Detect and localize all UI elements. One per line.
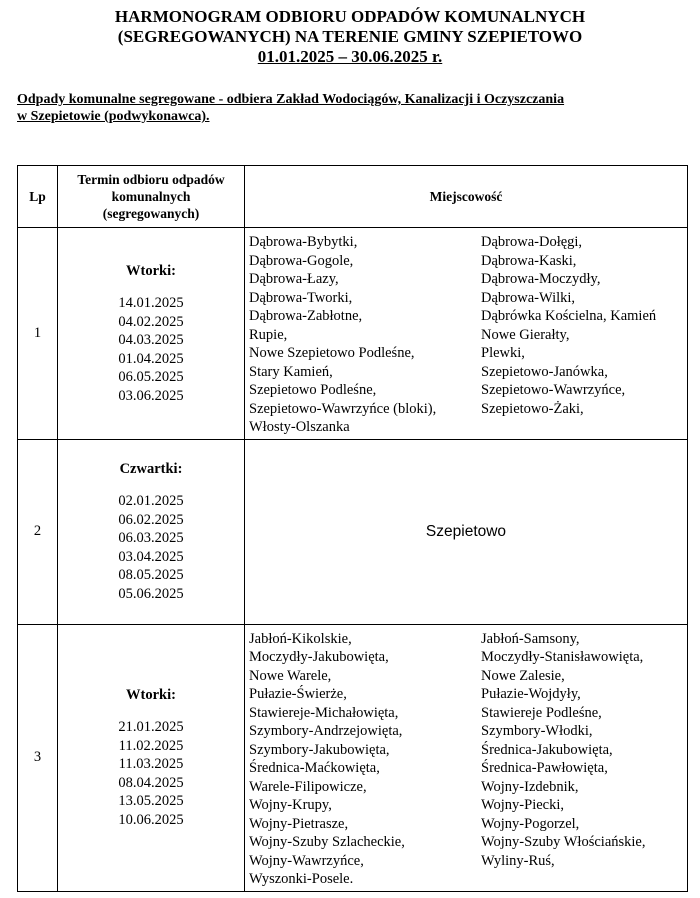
- pickup-dates-cell: [58, 439, 245, 624]
- header-term-line-3: (segregowanych): [102, 206, 200, 221]
- place-name: Dąbrowa-Wilki,: [481, 289, 576, 306]
- row-number: 1: [18, 228, 58, 440]
- place-name: Dąbrowa-Dołęgi,: [481, 234, 583, 250]
- subtitle-line-1: Odpady komunalne segregowane - odbiera Zakład Wodociągów, Kanalizacji i Oczyszczania: [17, 92, 565, 107]
- row-number: 3: [18, 624, 58, 891]
- place-name: Dąbrowa-Moczydły,: [481, 271, 601, 287]
- subtitle-line-2: w Szepietowie (podwykonawca).: [17, 109, 210, 124]
- place-name: Średnica-Pawłowięta,: [481, 760, 608, 776]
- place-name: Dąbrowa-Łazy,: [249, 271, 339, 287]
- pickup-date: 11.02.2025: [118, 737, 184, 754]
- place-name: Dąbrowa-Tworki,: [249, 289, 353, 306]
- place-name: Stawiereje Podleśne,: [481, 704, 602, 721]
- pickup-day: Wtorki:: [126, 686, 176, 703]
- table-row: [18, 439, 688, 624]
- place-name: Dąbrowa-Zabłotne,: [249, 308, 363, 324]
- pickup-date: 13.05.2025: [118, 793, 184, 810]
- pickup-date: 06.02.2025: [118, 511, 184, 528]
- pickup-date: 08.05.2025: [118, 567, 184, 584]
- place-name: Wyliny-Ruś,: [481, 852, 555, 869]
- pickup-date: 08.04.2025: [118, 774, 184, 791]
- header-term: [58, 166, 245, 228]
- place-name: Warele-Filipowicze,: [249, 778, 367, 795]
- place-name: Moczydły-Jakubowięta,: [249, 649, 389, 665]
- place-name: Nowe Zalesie,: [481, 667, 565, 684]
- place-name: Wojny-Piecki,: [481, 797, 564, 813]
- row-number: 2: [18, 439, 58, 624]
- table-row: [18, 228, 688, 440]
- place-name: Dąbrowa-Kaski,: [481, 252, 577, 269]
- header-term-line-1: Termin odbioru odpadów: [77, 172, 225, 187]
- place-name: Nowe Gierałty,: [481, 326, 570, 343]
- places-left-column: [249, 630, 481, 889]
- place-name: Szepietowo-Janówka,: [481, 363, 608, 380]
- place-name: Szepietowo-Żaki,: [481, 400, 584, 417]
- table-header-row: [18, 166, 688, 228]
- place-name: Dąbrowa-Gogole,: [249, 252, 354, 269]
- place-name: Stawiereje-Michałowięta,: [249, 704, 399, 721]
- pickup-day: Wtorki:: [126, 262, 176, 279]
- title-line-1: HARMONOGRAM ODBIORU ODPADÓW KOMUNALNYCH: [114, 7, 586, 26]
- place-name: Pułazie-Wojdyły,: [481, 686, 581, 702]
- document-title: [0, 7, 700, 67]
- place-name: Nowe Szepietowo Podleśne,: [249, 345, 415, 361]
- place-name: Jabłoń-Samsony,: [481, 630, 580, 647]
- places-cell: [245, 624, 688, 891]
- place-name: Średnica-Jakubowięta,: [481, 741, 613, 758]
- header-lp: Lp: [18, 166, 58, 228]
- place-single: Szepietowo: [245, 439, 688, 624]
- pickup-date: 05.06.2025: [118, 585, 184, 602]
- place-name: Wojny-Izdebnik,: [481, 778, 579, 795]
- pickup-date: 11.03.2025: [118, 756, 184, 773]
- pickup-date: 10.06.2025: [118, 811, 184, 828]
- header-term-line-2: komunalnych: [111, 189, 191, 204]
- place-name: Wojny-Krupy,: [249, 797, 332, 813]
- place-name: Szymbory-Andrzejowięta,: [249, 723, 403, 739]
- places-right-column: [481, 233, 686, 437]
- place-name: Wojny-Pogorzel,: [481, 815, 580, 832]
- place-name: Wojny-Szuby Szlacheckie,: [249, 834, 405, 850]
- place-name: Stary Kamień,: [249, 363, 333, 380]
- pickup-date: 14.01.2025: [118, 295, 184, 311]
- places-right-column: [481, 630, 686, 889]
- place-name: Rupie,: [249, 326, 288, 343]
- place-name: Dąbrówka Kościelna, Kamień: [481, 308, 657, 324]
- places-cell: [245, 228, 688, 440]
- header-place: Miejscowość: [245, 166, 688, 228]
- pickup-date: 04.02.2025: [118, 313, 184, 330]
- title-date-range: 01.01.2025 – 30.06.2025 r.: [257, 47, 443, 66]
- place-name: Dąbrowa-Bybytki,: [249, 234, 358, 250]
- table-row: [18, 624, 688, 891]
- place-name: Szepietowo-Wawrzyńce (bloki),: [249, 400, 437, 417]
- document-subtitle: [17, 91, 687, 125]
- place-name: Średnica-Maćkowięta,: [249, 760, 380, 776]
- pickup-dates-cell: [58, 228, 245, 440]
- place-name: Wojny-Pietrasze,: [249, 815, 349, 832]
- pickup-date: 03.06.2025: [118, 387, 184, 404]
- pickup-date: 06.05.2025: [118, 369, 184, 385]
- place-name: Szepietowo-Wawrzyńce,: [481, 382, 626, 398]
- place-name: Plewki,: [481, 345, 525, 361]
- places-left-column: [249, 233, 481, 437]
- pickup-date: 04.03.2025: [118, 332, 184, 348]
- schedule-table: [17, 165, 688, 892]
- place-name: Włosty-Olszanka: [249, 419, 350, 435]
- pickup-dates-cell: [58, 624, 245, 891]
- pickup-date: 21.01.2025: [118, 719, 184, 736]
- place-name: Nowe Warele,: [249, 667, 332, 684]
- place-name: Jabłoń-Kikolskie,: [249, 630, 352, 647]
- pickup-date: 01.04.2025: [118, 350, 184, 367]
- place-name: Wojny-Wawrzyńce,: [249, 852, 364, 869]
- pickup-date: 03.04.2025: [118, 548, 184, 565]
- place-name: Moczydły-Stanisławowięta,: [481, 649, 644, 665]
- title-line-2: (SEGREGOWANYCH) NA TERENIE GMINY SZEPIETOWO: [117, 27, 583, 46]
- pickup-day: Czwartki:: [119, 460, 183, 477]
- place-name: Szymbory-Włodki,: [481, 723, 593, 739]
- place-name: Pułazie-Świerże,: [249, 686, 347, 702]
- place-name: Wyszonki-Posele.: [249, 871, 354, 887]
- pickup-date: 02.01.2025: [118, 493, 184, 510]
- pickup-date: 06.03.2025: [118, 530, 184, 547]
- place-name: Szymbory-Jakubowięta,: [249, 741, 390, 758]
- place-name: Szepietowo Podleśne,: [249, 382, 377, 398]
- place-name: Wojny-Szuby Włościańskie,: [481, 834, 646, 850]
